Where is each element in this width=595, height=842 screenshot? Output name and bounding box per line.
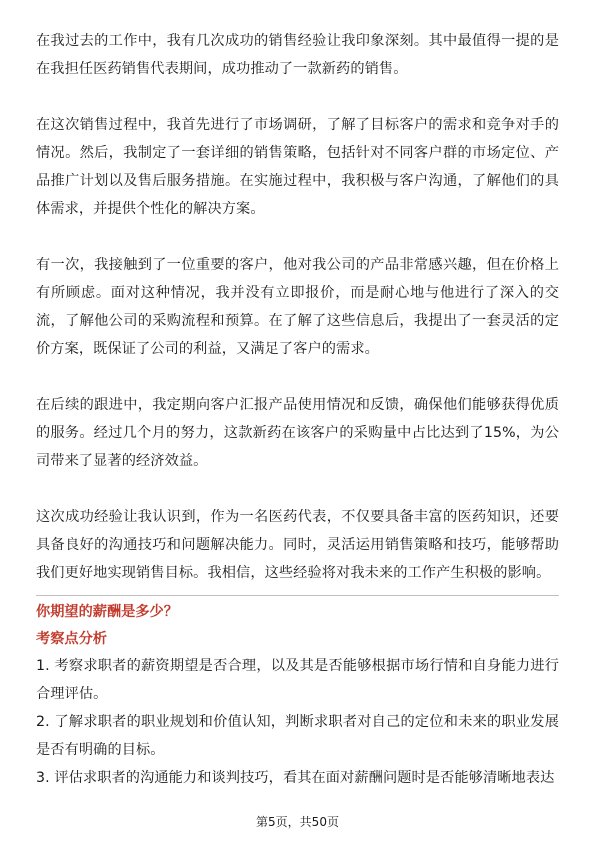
paragraph-client: 有一次，我接触到了一位重要的客户，他对我公司的产品非常感兴趣，但在价格上有所顾虑。面对这种情况，我并没有立即报价，而是耐心地与他进行了深入的交流，了解他公司的采购流程和预算。在了解了这些信息后，我提出了一套灵活的定价方案，既保证了公司的利益，又满足了客户的需求。 — [36, 257, 559, 357]
page-number-footer: 第5页，共50页 — [256, 815, 339, 829]
paragraph-process: 在这次销售过程中，我首先进行了市场调研，了解了目标客户的需求和竞争对手的情况。然后，我制定了一套详细的销售策略，包括针对不同客户群的市场定位、产品推广计划以及售后服务措施。在实施过程中，我积极与客户沟通，了解他们的具体需求，并提供个性化的解决方案。 — [36, 117, 559, 217]
page-content — [36, 27, 559, 792]
question-heading: 你期望的薪酬是多少？ — [36, 604, 178, 620]
paragraph-intro: 在我过去的工作中，我有几次成功的销售经验让我印象深刻。其中最值得一提的是在我担任医药销售代表期间，成功推动了一款新药的销售。 — [36, 33, 559, 77]
paragraph-followup: 在后续的跟进中，我定期向客户汇报产品使用情况和反馈，确保他们能够获得优质的服务。经过几个月的努力，这款新药在该客户的采购量中占比达到了15%，为公司带来了显著的经济效益。 — [36, 397, 559, 469]
analysis-point-1: 1. 考察求职者的薪资期望是否合理，以及其是否能够根据市场行情和自身能力进行合理评估。 — [36, 658, 559, 702]
analysis-point-3: 3. 评估求职者的沟通能力和谈判技巧，看其在面对薪酬问题时是否能够清晰地表达 — [36, 770, 555, 786]
section-heading: 考察点分析 — [36, 631, 107, 647]
paragraph-conclusion: 这次成功经验让我认识到，作为一名医药代表，不仅要具备丰富的医药知识，还要具备良好的沟通技巧和问题解决能力。同时，灵活运用销售策略和技巧，能够帮助我们更好地实现销售目标。我相信，这些经验将对我未来的工作产生积极的影响。 — [36, 509, 559, 581]
section-divider — [36, 595, 559, 596]
analysis-point-2: 2. 了解求职者的职业规划和价值认知，判断求职者对自己的定位和未来的职业发展是否有明确的目标。 — [36, 714, 559, 758]
